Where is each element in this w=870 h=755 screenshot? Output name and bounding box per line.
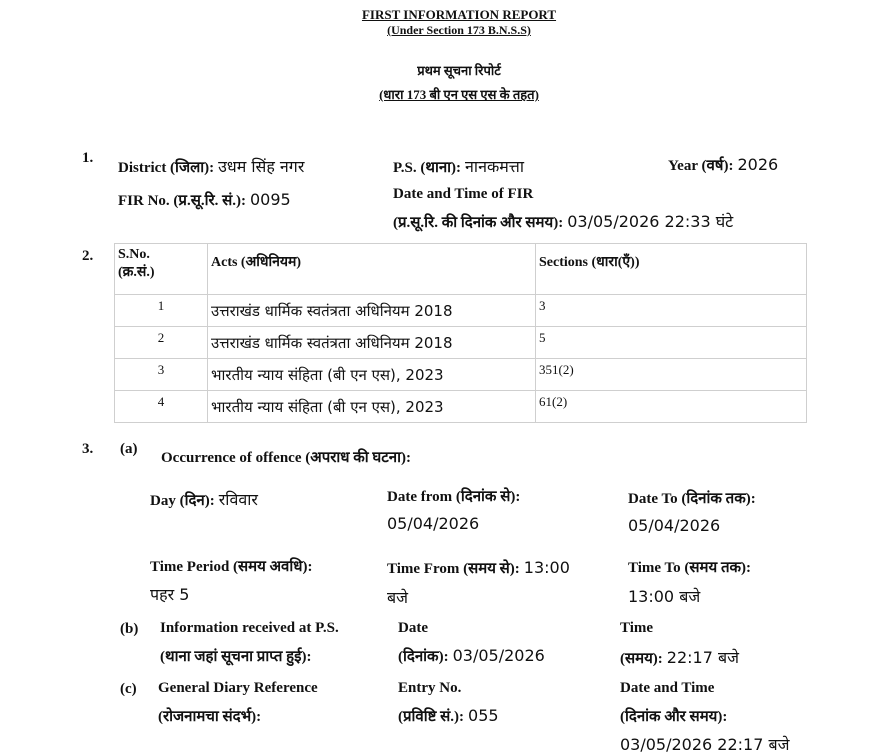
time-period-label: Time Period (समय अवधि): xyxy=(150,559,313,575)
police-station-value: नानकमत्ता xyxy=(465,157,525,176)
fir-number-value: 0095 xyxy=(250,190,291,209)
day-value: रविवार xyxy=(218,490,258,509)
entry-number-value: 055 xyxy=(468,706,499,725)
acts-table-header xyxy=(115,244,807,295)
info-time-value: 22:17 बजे xyxy=(666,648,740,667)
sno-cell xyxy=(115,391,208,423)
section-number-1: 1. xyxy=(82,150,94,166)
time-period-value: पहर 5 xyxy=(150,585,190,604)
day-field xyxy=(150,488,258,510)
entry-number-label-hindi: (प्रविष्टि सं.): xyxy=(398,709,465,725)
day-label: Day (दिन): xyxy=(150,493,215,509)
acts-table xyxy=(114,243,807,423)
fir-number-label: FIR No. (प्र.सू.रि. सं.): xyxy=(118,193,246,209)
section-number-2: 2. xyxy=(82,248,94,264)
time-to-label: Time To (समय तक): xyxy=(628,560,752,576)
table-row xyxy=(115,359,807,391)
act-cell xyxy=(208,327,536,359)
report-subtitle: (Under Section 173 B.N.S.S) xyxy=(387,23,531,37)
sno-cell xyxy=(115,295,208,327)
table-row xyxy=(115,295,807,327)
section-cell xyxy=(536,295,807,327)
sno-header xyxy=(115,244,208,295)
sno-value: 2 xyxy=(157,330,165,345)
act-value: भारतीय न्याय संहिता (बी एन एस), 2023 xyxy=(211,398,444,416)
sno-value: 1 xyxy=(157,298,165,313)
district-field xyxy=(118,155,304,177)
fir-number-field xyxy=(118,190,291,210)
act-value: भारतीय न्याय संहिता (बी एन एस), 2023 xyxy=(211,366,444,384)
fir-datetime-field xyxy=(393,210,733,232)
acts-header-label: Acts (अधिनियम) xyxy=(211,255,302,270)
sno-value: 3 xyxy=(157,362,165,377)
fir-datetime-label: Date and Time of FIR xyxy=(393,186,534,202)
district-value: उधम सिंह नगर xyxy=(218,157,305,176)
section-cell xyxy=(536,359,807,391)
occurrence-title: Occurrence of offence (अपराध की घटना): xyxy=(161,450,411,466)
info-received-label: Information received at P.S. xyxy=(160,620,339,636)
time-from-label: Time From (समय से): xyxy=(387,561,520,577)
subsection-a-marker: (a) xyxy=(120,441,138,457)
sections-header-label: Sections (धारा(एँ)) xyxy=(539,255,640,270)
subsection-b-marker: (b) xyxy=(120,621,139,637)
section-value: 5 xyxy=(539,330,546,345)
sno-value: 4 xyxy=(157,394,165,409)
table-row xyxy=(115,327,807,359)
info-time-label: Time xyxy=(620,620,654,636)
diary-datetime-label-hindi: (दिनांक और समय): xyxy=(620,709,728,725)
time-from-field xyxy=(387,558,570,578)
time-from-value: 13:00 xyxy=(523,558,570,577)
diary-datetime-label: Date and Time xyxy=(620,680,715,696)
sno-cell xyxy=(115,359,208,391)
info-date-value: 03/05/2026 xyxy=(452,646,545,665)
info-date-label-hindi: (दिनांक): xyxy=(398,649,449,665)
act-value: उत्तराखंड धार्मिक स्वतंत्रता अधिनियम 2018 xyxy=(211,302,453,320)
info-date-field xyxy=(398,646,545,666)
act-cell xyxy=(208,295,536,327)
sno-header-label-hindi: (क्र.सं.) xyxy=(118,265,155,280)
subsection-c-marker: (c) xyxy=(120,681,137,697)
year-field xyxy=(668,155,778,175)
info-time-label-hindi: (समय): xyxy=(620,651,663,667)
year-value: 2026 xyxy=(737,155,779,174)
police-station-field xyxy=(393,155,524,177)
section-value: 3 xyxy=(539,298,546,313)
sno-header-label: S.No. xyxy=(118,247,150,262)
fir-datetime-value: 03/05/2026 22:33 घंटे xyxy=(567,212,734,231)
sno-cell xyxy=(115,327,208,359)
report-title-hindi: प्रथम सूचना रिपोर्ट xyxy=(417,63,501,78)
time-to-value: 13:00 बजे xyxy=(628,587,701,606)
entry-number-label: Entry No. xyxy=(398,680,462,696)
act-value: उत्तराखंड धार्मिक स्वतंत्रता अधिनियम 2018 xyxy=(211,334,453,352)
section-value: 351(2) xyxy=(539,362,574,377)
district-label: District (जिला): xyxy=(118,160,215,176)
acts-header xyxy=(208,244,536,295)
act-cell xyxy=(208,391,536,423)
year-label: Year (वर्ष): xyxy=(668,158,734,174)
report-title: FIRST INFORMATION REPORT xyxy=(361,7,557,22)
section-number-3: 3. xyxy=(82,441,94,457)
fir-datetime-label-hindi: (प्र.सू.रि. की दिनांक और समय): xyxy=(393,215,564,231)
section-cell xyxy=(536,391,807,423)
date-to-label: Date To (दिनांक तक): xyxy=(628,491,756,507)
info-date-label: Date xyxy=(398,620,428,636)
info-received-label-hindi: (थाना जहां सूचना प्राप्त हुई): xyxy=(160,649,312,665)
diary-datetime-value: 03/05/2026 22:17 बजे xyxy=(620,735,790,754)
info-time-field xyxy=(620,646,739,668)
date-from-label: Date from (दिनांक से): xyxy=(387,489,521,505)
section-cell xyxy=(536,327,807,359)
diary-reference-label: General Diary Reference xyxy=(158,680,318,696)
report-subtitle-hindi: (धारा 173 बी एन एस एस के तहत) xyxy=(379,87,539,102)
table-row xyxy=(115,391,807,423)
date-to-value: 05/04/2026 xyxy=(628,516,721,535)
sections-header xyxy=(536,244,807,295)
section-value: 61(2) xyxy=(539,394,568,409)
diary-reference-label-hindi: (रोजनामचा संदर्भ): xyxy=(158,709,262,725)
entry-number-field xyxy=(398,706,499,726)
date-from-value: 05/04/2026 xyxy=(387,514,480,533)
time-from-suffix: बजे xyxy=(387,588,409,607)
police-station-label: P.S. (थाना): xyxy=(393,160,462,176)
act-cell xyxy=(208,359,536,391)
